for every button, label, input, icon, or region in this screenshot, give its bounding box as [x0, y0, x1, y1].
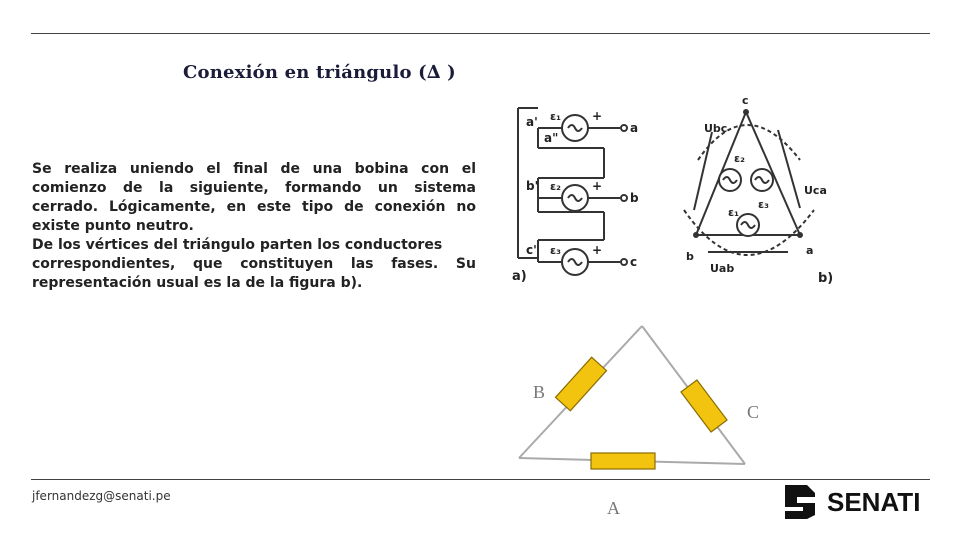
resistor-a: [591, 453, 655, 469]
plus-1: +: [592, 109, 603, 123]
coil-label-c: c': [526, 243, 537, 257]
resistors: [556, 357, 728, 469]
footer-email: jfernandezg@senati.pe: [32, 489, 171, 503]
label-c: C: [747, 402, 760, 422]
terminal-b: b: [630, 191, 639, 205]
paragraph-2: De los vértices del triángulo parten los conductores: [32, 237, 443, 254]
voltage-uca: Uca: [804, 184, 827, 197]
coil-label-b: b': [526, 179, 539, 193]
figure-a-label: a): [512, 269, 527, 284]
vertex-a: a: [806, 244, 814, 257]
slide-title: Conexión en triángulo (∆ ): [183, 62, 456, 83]
emf-label-1: ε₁: [550, 110, 561, 123]
emf-label-3: ε₃: [550, 244, 561, 257]
plus-3: +: [592, 243, 603, 257]
vertex-b: b: [686, 250, 694, 263]
body-text: [32, 160, 476, 293]
plus-2: +: [592, 179, 603, 193]
paragraph-3: correspondientes, que constituyen las fases. Su representación usual es la de la figura b).: [32, 256, 476, 292]
delta-load-figure: [505, 322, 795, 516]
paragraph-1: Se realiza uniendo el final de una bobina con el comienzo de la siguiente, formando un sistema cerrado. Lógicamente, en este tipo de conexión no existe punto neutro.: [32, 161, 476, 235]
label-a: A: [607, 498, 620, 516]
label-b: B: [533, 382, 546, 402]
voltage-ubc: Ubc: [704, 122, 728, 135]
emf-b-3: ε₃: [758, 198, 769, 211]
terminal-a: a: [630, 121, 639, 135]
emf-b-1: ε₁: [728, 206, 739, 219]
terminal-c: c: [630, 255, 638, 269]
coil-inner-a: a": [544, 131, 559, 145]
top-divider: [31, 33, 930, 34]
resistor-c: [681, 380, 727, 432]
resistor-b: [556, 357, 607, 411]
emf-label-2: ε₂: [550, 180, 561, 193]
delta-schematic-figure: [508, 90, 838, 290]
voltage-uab: Uab: [710, 262, 735, 275]
figure-b-label: b): [818, 271, 834, 286]
logo-text: SENATI: [827, 487, 921, 517]
senati-logo: [783, 479, 933, 521]
emf-b-2: ε₂: [734, 152, 745, 165]
vertex-c: c: [742, 94, 749, 107]
coil-label-a: a': [526, 115, 538, 129]
